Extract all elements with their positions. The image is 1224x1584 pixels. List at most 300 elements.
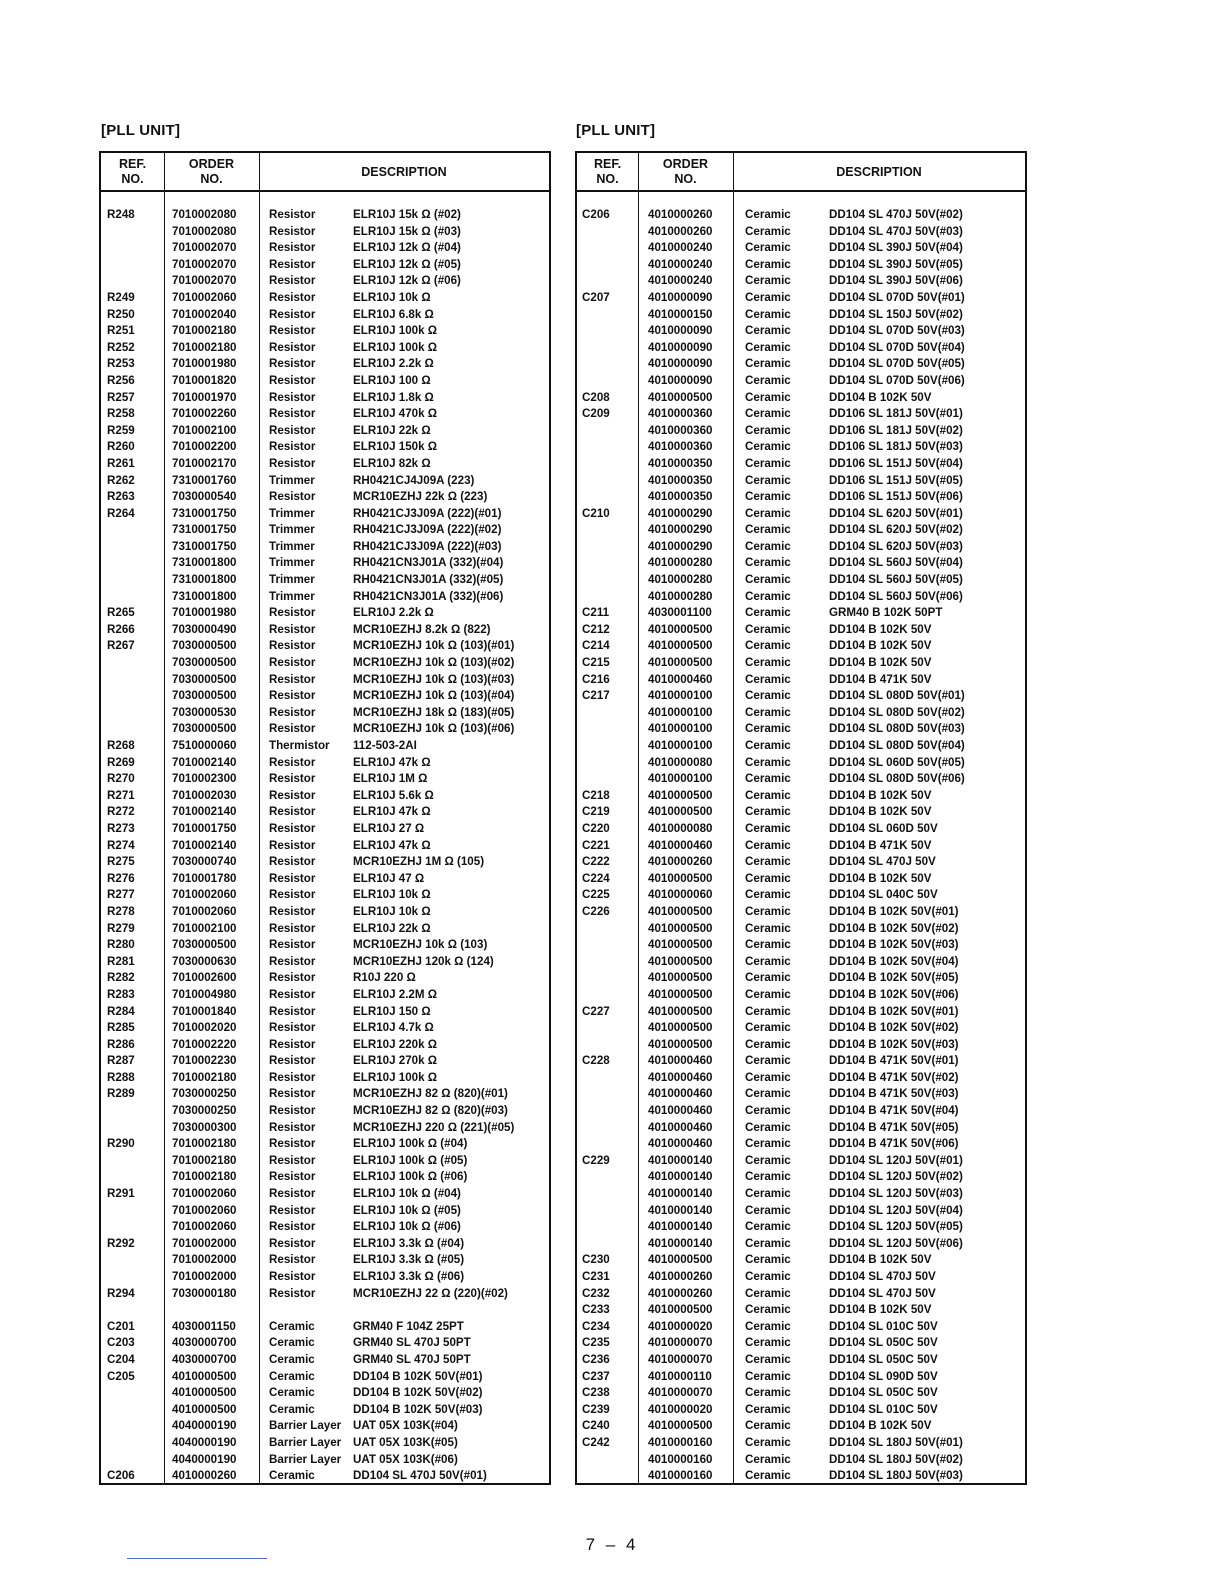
order-no: 7010002140 [172, 805, 237, 819]
order-no: 4010000260 [172, 1469, 237, 1483]
ref-no: C225 [582, 888, 610, 902]
part-type: Resistor [269, 257, 316, 271]
ref-no: R267 [107, 639, 135, 653]
part-type: Ceramic [745, 622, 791, 636]
table-row [577, 1203, 1025, 1220]
order-no: 7010001780 [172, 871, 237, 885]
part-type: Resistor [269, 805, 316, 819]
table-row [101, 323, 549, 340]
part-description: ELR10J 100k Ω (#06) [353, 1170, 468, 1184]
part-type: Resistor [269, 987, 316, 1001]
part-type: Ceramic [745, 656, 791, 670]
part-description: DD104 SL 470J 50V [829, 1270, 936, 1283]
part-description: DD104 SL 620J 50V(#03) [829, 539, 963, 553]
part-type: Resistor [269, 307, 316, 321]
part-type: Ceramic [745, 1469, 791, 1483]
table-row [577, 937, 1025, 954]
order-no: 4010000100 [648, 689, 713, 703]
ref-no: C201 [107, 1319, 135, 1333]
part-description: ELR10J 2.2k Ω [353, 357, 434, 371]
order-no: 7010002070 [172, 241, 237, 255]
part-description: DD104 B 102K 50V(#03) [829, 1037, 959, 1051]
order-no: 7030000500 [172, 656, 237, 670]
ref-no: C238 [582, 1386, 610, 1400]
part-type: Ceramic [745, 1452, 791, 1466]
part-type: Thermistor [269, 739, 330, 752]
table-row [101, 257, 549, 274]
part-type: Ceramic [745, 257, 791, 271]
part-type: Ceramic [745, 705, 791, 719]
table-row [101, 954, 549, 971]
order-no: 4010000280 [648, 589, 713, 603]
table-row [577, 373, 1025, 390]
order-no: 7010002060 [172, 904, 237, 918]
order-no: 4010000500 [172, 1369, 237, 1383]
table-row [101, 672, 549, 689]
part-type: Ceramic [745, 971, 791, 985]
part-type: Ceramic [745, 490, 791, 504]
part-type: Ceramic [745, 755, 791, 769]
table-row [577, 622, 1025, 639]
part-type: Resistor [269, 1037, 316, 1051]
part-type: Resistor [269, 1270, 316, 1283]
part-description: MCR10EZHJ 18k Ω (183)(#05) [353, 705, 515, 719]
order-no: 4010000140 [648, 1220, 713, 1234]
order-no: 7010002060 [172, 888, 237, 902]
part-description: DD104 SL 470J 50V(#01) [353, 1469, 487, 1483]
ref-no: C222 [582, 855, 610, 869]
order-no: 4010000110 [648, 1369, 712, 1383]
table-row [577, 1186, 1025, 1203]
ref-no: R274 [107, 838, 135, 852]
part-type: Ceramic [745, 1021, 791, 1035]
order-no: 4010000020 [648, 1319, 713, 1333]
part-description: DD104 SL 470J 50V(#02) [829, 208, 963, 221]
part-description: DD104 SL 470J 50V(#03) [829, 224, 963, 238]
table-row [577, 1037, 1025, 1054]
order-no: 4010000260 [648, 1286, 713, 1300]
part-type: Resistor [269, 1021, 316, 1035]
part-description: ELR10J 220k Ω [353, 1037, 438, 1051]
part-type: Ceramic [745, 1187, 791, 1201]
ref-no: C219 [582, 805, 610, 819]
table-row [101, 1136, 549, 1153]
order-no: 4010000140 [648, 1203, 713, 1217]
table-row [101, 622, 549, 639]
part-description: ELR10J 4.7k Ω [353, 1021, 434, 1035]
part-description: DD104 B 102K 50V(#02) [353, 1386, 483, 1400]
part-type: Resistor [269, 1220, 316, 1234]
order-no: 4010000500 [648, 639, 713, 653]
ref-no: C203 [107, 1336, 135, 1350]
ref-no: C232 [582, 1286, 610, 1300]
order-no: 7010002060 [172, 1203, 237, 1217]
ref-no: R278 [107, 904, 135, 918]
order-no: 4010000500 [648, 1253, 713, 1267]
order-no: 4010000500 [648, 1004, 713, 1018]
part-type: Resistor [269, 241, 316, 255]
order-no: 4010000260 [648, 1270, 713, 1283]
part-description: ELR10J 47k Ω [353, 838, 431, 852]
part-type: Ceramic [745, 1419, 791, 1433]
part-description: DD104 B 471K 50V(#03) [829, 1087, 959, 1101]
order-no: 7010001980 [172, 357, 237, 371]
table-row [101, 406, 549, 423]
part-type: Ceramic [745, 407, 791, 421]
table-row [101, 788, 549, 805]
ref-no: R269 [107, 755, 135, 769]
part-description: DD104 SL 470J 50V [829, 855, 936, 869]
part-description: DD104 SL 070D 50V(#06) [829, 373, 965, 387]
part-description: DD104 SL 080D 50V(#06) [829, 772, 965, 786]
table-row [577, 655, 1025, 672]
order-no: 7310001800 [172, 573, 237, 587]
ref-no: C210 [582, 506, 610, 520]
table-row [577, 1053, 1025, 1070]
ref-no: R260 [107, 440, 135, 454]
table-row [577, 1418, 1025, 1435]
ref-no: R261 [107, 456, 135, 470]
part-description: DD104 SL 560J 50V(#06) [829, 589, 963, 603]
order-no: 7010002170 [172, 456, 237, 470]
order-no: 7010002030 [172, 788, 237, 802]
part-type: Resistor [269, 954, 316, 968]
part-type: Resistor [269, 274, 316, 288]
table-row [577, 390, 1025, 407]
table-row [577, 871, 1025, 888]
ref-no: R248 [107, 208, 135, 221]
table-row [101, 1070, 549, 1087]
order-no: 4010000140 [648, 1187, 713, 1201]
ref-no: C214 [582, 639, 610, 653]
order-no: 4010000350 [648, 490, 713, 504]
part-type: Resistor [269, 755, 316, 769]
table-row [101, 1219, 549, 1236]
part-description: DD104 SL 040C 50V [829, 888, 938, 902]
table-row [577, 1302, 1025, 1319]
part-type: Ceramic [745, 1153, 791, 1167]
order-no: 7010002000 [172, 1270, 237, 1283]
part-description: DD106 SL 151J 50V(#04) [829, 456, 963, 470]
ref-no: C227 [582, 1004, 610, 1018]
table-row [101, 1302, 549, 1319]
ref-no: R264 [107, 506, 135, 520]
order-no: 7010002140 [172, 838, 237, 852]
part-description: MCR10EZHJ 10k Ω (103)(#03) [353, 672, 515, 686]
part-type: Ceramic [745, 274, 791, 288]
table-row [577, 804, 1025, 821]
table-row [577, 572, 1025, 589]
order-no: 4010000080 [648, 755, 713, 769]
table-row [101, 273, 549, 290]
table-row [101, 755, 549, 772]
page-number: 7 – 4 [585, 1535, 639, 1554]
order-no: 4040000190 [172, 1435, 237, 1449]
order-no: 7030000500 [172, 938, 237, 952]
ref-no: R283 [107, 987, 135, 1001]
order-no: 7010002100 [172, 423, 237, 437]
part-type: Ceramic [745, 1087, 791, 1101]
table-row [577, 224, 1025, 241]
part-description: ELR10J 10k Ω [353, 888, 431, 902]
part-type: Ceramic [745, 423, 791, 437]
order-no: 4010000260 [648, 224, 713, 238]
order-no: 4010000500 [648, 390, 713, 404]
ref-no: R282 [107, 971, 135, 985]
ref-no: R281 [107, 954, 135, 968]
part-description: DD104 B 102K 50V [829, 656, 932, 670]
table-row [101, 506, 549, 523]
part-description: DD104 B 102K 50V(#02) [829, 921, 959, 935]
order-no: 7010002180 [172, 1070, 237, 1084]
order-no: 4010000500 [648, 622, 713, 636]
table-row [101, 1004, 549, 1021]
part-description: DD104 SL 080D 50V(#03) [829, 722, 965, 736]
order-no: 7010002070 [172, 257, 237, 271]
part-type: Ceramic [745, 1170, 791, 1184]
table-row [577, 290, 1025, 307]
order-no: 7010002180 [172, 340, 237, 354]
footer-rule [127, 1558, 267, 1559]
part-description: DD104 SL 050C 50V [829, 1386, 938, 1400]
table-row [577, 1169, 1025, 1186]
ref-no: R253 [107, 357, 135, 371]
part-type: Resistor [269, 357, 316, 371]
part-description: DD104 B 102K 50V [829, 805, 932, 819]
order-no: 4010000100 [648, 739, 713, 752]
ref-no: R266 [107, 622, 135, 636]
ref-no: C217 [582, 689, 610, 703]
part-type: Ceramic [745, 1037, 791, 1051]
ref-no: R276 [107, 871, 135, 885]
part-description: UAT 05X 103K(#05) [353, 1435, 458, 1449]
table-row [101, 240, 549, 257]
part-type: Ceramic [745, 938, 791, 952]
part-description: DD104 B 102K 50V [829, 1303, 932, 1317]
part-description: DD104 SL 560J 50V(#05) [829, 573, 963, 587]
part-description: DD104 SL 180J 50V(#01) [829, 1435, 963, 1449]
part-description: DD104 SL 180J 50V(#02) [829, 1452, 963, 1466]
part-type: Ceramic [745, 1286, 791, 1300]
part-description: GRM40 F 104Z 25PT [353, 1319, 464, 1333]
table-row [577, 705, 1025, 722]
part-description: DD104 B 102K 50V(#01) [829, 904, 959, 918]
order-no: 4010000350 [648, 456, 713, 470]
table-row [101, 1452, 549, 1469]
part-description: ELR10J 10k Ω (#04) [353, 1187, 461, 1201]
part-description: ELR10J 6.8k Ω [353, 307, 434, 321]
part-description: ELR10J 3.3k Ω (#06) [353, 1270, 465, 1283]
ref-no: R258 [107, 407, 135, 421]
table-row [577, 1452, 1025, 1469]
order-no: 4010000260 [648, 855, 713, 869]
table-row [101, 340, 549, 357]
ref-no: C229 [582, 1153, 610, 1167]
part-type: Resistor [269, 1104, 316, 1118]
part-type: Ceramic [745, 1004, 791, 1018]
table-row [577, 1120, 1025, 1137]
part-type: Ceramic [745, 523, 791, 537]
ref-no: C234 [582, 1319, 610, 1333]
ref-no-header: REF. NO. [118, 157, 147, 186]
ref-no: C209 [582, 407, 610, 421]
part-description: DD104 B 102K 50V(#01) [829, 1004, 959, 1018]
table-row [101, 1020, 549, 1037]
part-description: MCR10EZHJ 8.2k Ω (822) [353, 622, 491, 636]
ref-no: R289 [107, 1087, 135, 1101]
part-description: ELR10J 47k Ω [353, 805, 431, 819]
part-type: Ceramic [745, 1369, 791, 1383]
ref-no: R270 [107, 772, 135, 786]
order-no: 7010002060 [172, 290, 237, 304]
ref-no: R277 [107, 888, 135, 902]
order-no: 7010002220 [172, 1037, 237, 1051]
table-row [577, 356, 1025, 373]
table-row [101, 307, 549, 324]
ref-no: R273 [107, 821, 135, 835]
part-description: ELR10J 22k Ω [353, 423, 431, 437]
part-type: Trimmer [269, 573, 315, 587]
part-type: Trimmer [269, 523, 315, 537]
order-no: 4030001150 [172, 1319, 236, 1333]
part-description: DD104 SL 010C 50V [829, 1319, 938, 1333]
table-row [577, 340, 1025, 357]
order-no: 7010002000 [172, 1236, 237, 1250]
ref-no: R262 [107, 473, 135, 487]
part-type: Ceramic [745, 1220, 791, 1234]
order-no: 7310001800 [172, 556, 237, 570]
right-parts-table [575, 151, 1027, 1485]
part-type: Ceramic [745, 672, 791, 686]
part-type: Ceramic [745, 772, 791, 786]
order-no: 7010002230 [172, 1054, 237, 1068]
table-row [101, 1169, 549, 1186]
table-row [577, 970, 1025, 987]
table-row [577, 489, 1025, 506]
table-row [577, 1252, 1025, 1269]
part-description: UAT 05X 103K(#06) [353, 1452, 458, 1466]
part-type: Resistor [269, 1120, 316, 1134]
table-row [577, 838, 1025, 855]
part-description: MCR10EZHJ 10k Ω (103) [353, 938, 488, 952]
ref-no: C206 [582, 208, 610, 221]
part-description: DD104 SL 060D 50V [829, 821, 938, 835]
table-row [101, 771, 549, 788]
order-no: 4010000500 [648, 921, 713, 935]
part-type: Resistor [269, 1236, 316, 1250]
table-row [577, 207, 1025, 224]
description-header: DESCRIPTION [836, 164, 922, 179]
part-type: Resistor [269, 224, 316, 238]
part-description: DD104 SL 050C 50V [829, 1352, 938, 1366]
table-row [577, 1369, 1025, 1386]
table-row [101, 721, 549, 738]
ref-no: C236 [582, 1352, 610, 1366]
table-row [101, 1418, 549, 1435]
part-type: Ceramic [745, 307, 791, 321]
order-no: 4010000140 [648, 1236, 713, 1250]
table-row [577, 1153, 1025, 1170]
part-type: Ceramic [745, 722, 791, 736]
order-no: 4010000500 [172, 1402, 237, 1416]
order-no: 7010004980 [172, 987, 237, 1001]
ref-no: R290 [107, 1137, 135, 1151]
table-row [577, 423, 1025, 440]
table-row [101, 1053, 549, 1070]
table-row [577, 672, 1025, 689]
part-description: DD104 SL 080D 50V(#04) [829, 739, 965, 752]
table-row [577, 323, 1025, 340]
part-description: ELR10J 10k Ω [353, 290, 431, 304]
order-no: 4010000500 [648, 987, 713, 1001]
part-type: Ceramic [745, 1236, 791, 1250]
part-type: Resistor [269, 1203, 316, 1217]
part-type: Ceramic [745, 208, 791, 221]
part-description: ELR10J 3.3k Ω (#04) [353, 1236, 465, 1250]
part-description: ELR10J 3.3k Ω (#05) [353, 1253, 465, 1267]
part-type: Resistor [269, 606, 316, 620]
order-no: 4010000090 [648, 340, 713, 354]
part-description: GRM40 B 102K 50PT [829, 606, 943, 620]
part-type: Resistor [269, 373, 316, 387]
table-row [101, 705, 549, 722]
table-row [101, 1286, 549, 1303]
table-row [577, 456, 1025, 473]
part-type: Ceramic [745, 888, 791, 902]
part-type: Ceramic [745, 556, 791, 570]
part-description: DD104 B 102K 50V [829, 871, 932, 885]
table-row [101, 987, 549, 1004]
part-description: 112-503-2AI [353, 739, 417, 752]
table-row [577, 1385, 1025, 1402]
table-row [577, 555, 1025, 572]
order-no: 7010002600 [172, 971, 237, 985]
table-row [101, 1153, 549, 1170]
table-row [577, 1319, 1025, 1336]
part-description: DD104 B 102K 50V [829, 1253, 932, 1267]
part-description: DD104 B 102K 50V(#06) [829, 987, 959, 1001]
ref-no: R271 [107, 788, 135, 802]
table-row [577, 589, 1025, 606]
part-type: Trimmer [269, 589, 315, 603]
table-row [101, 290, 549, 307]
part-type: Resistor [269, 938, 316, 952]
order-no: 4010000280 [648, 573, 713, 587]
order-no: 4010000280 [648, 556, 713, 570]
part-description: RH0421CJ3J09A (222)(#02) [353, 523, 502, 537]
table-row [577, 240, 1025, 257]
ref-no: R275 [107, 855, 135, 869]
table-row [101, 1402, 549, 1419]
part-description: DD104 SL 050C 50V [829, 1336, 938, 1350]
part-description: ELR10J 82k Ω [353, 456, 431, 470]
order-no: 4010000500 [648, 954, 713, 968]
part-type: Ceramic [745, 1070, 791, 1084]
ref-no: R250 [107, 307, 135, 321]
ref-no: C233 [582, 1303, 610, 1317]
ref-no: C230 [582, 1253, 610, 1267]
part-description: RH0421CJ4J09A (223) [353, 473, 475, 487]
order-no: 4010000260 [648, 208, 713, 221]
order-no: 7010002260 [172, 407, 237, 421]
order-no: 4030000700 [172, 1352, 237, 1366]
table-row [101, 1103, 549, 1120]
table-row [101, 1435, 549, 1452]
order-no: 4010000500 [648, 1021, 713, 1035]
table-row [577, 904, 1025, 921]
table-row [101, 356, 549, 373]
part-description: MCR10EZHJ 10k Ω (103)(#04) [353, 689, 515, 703]
